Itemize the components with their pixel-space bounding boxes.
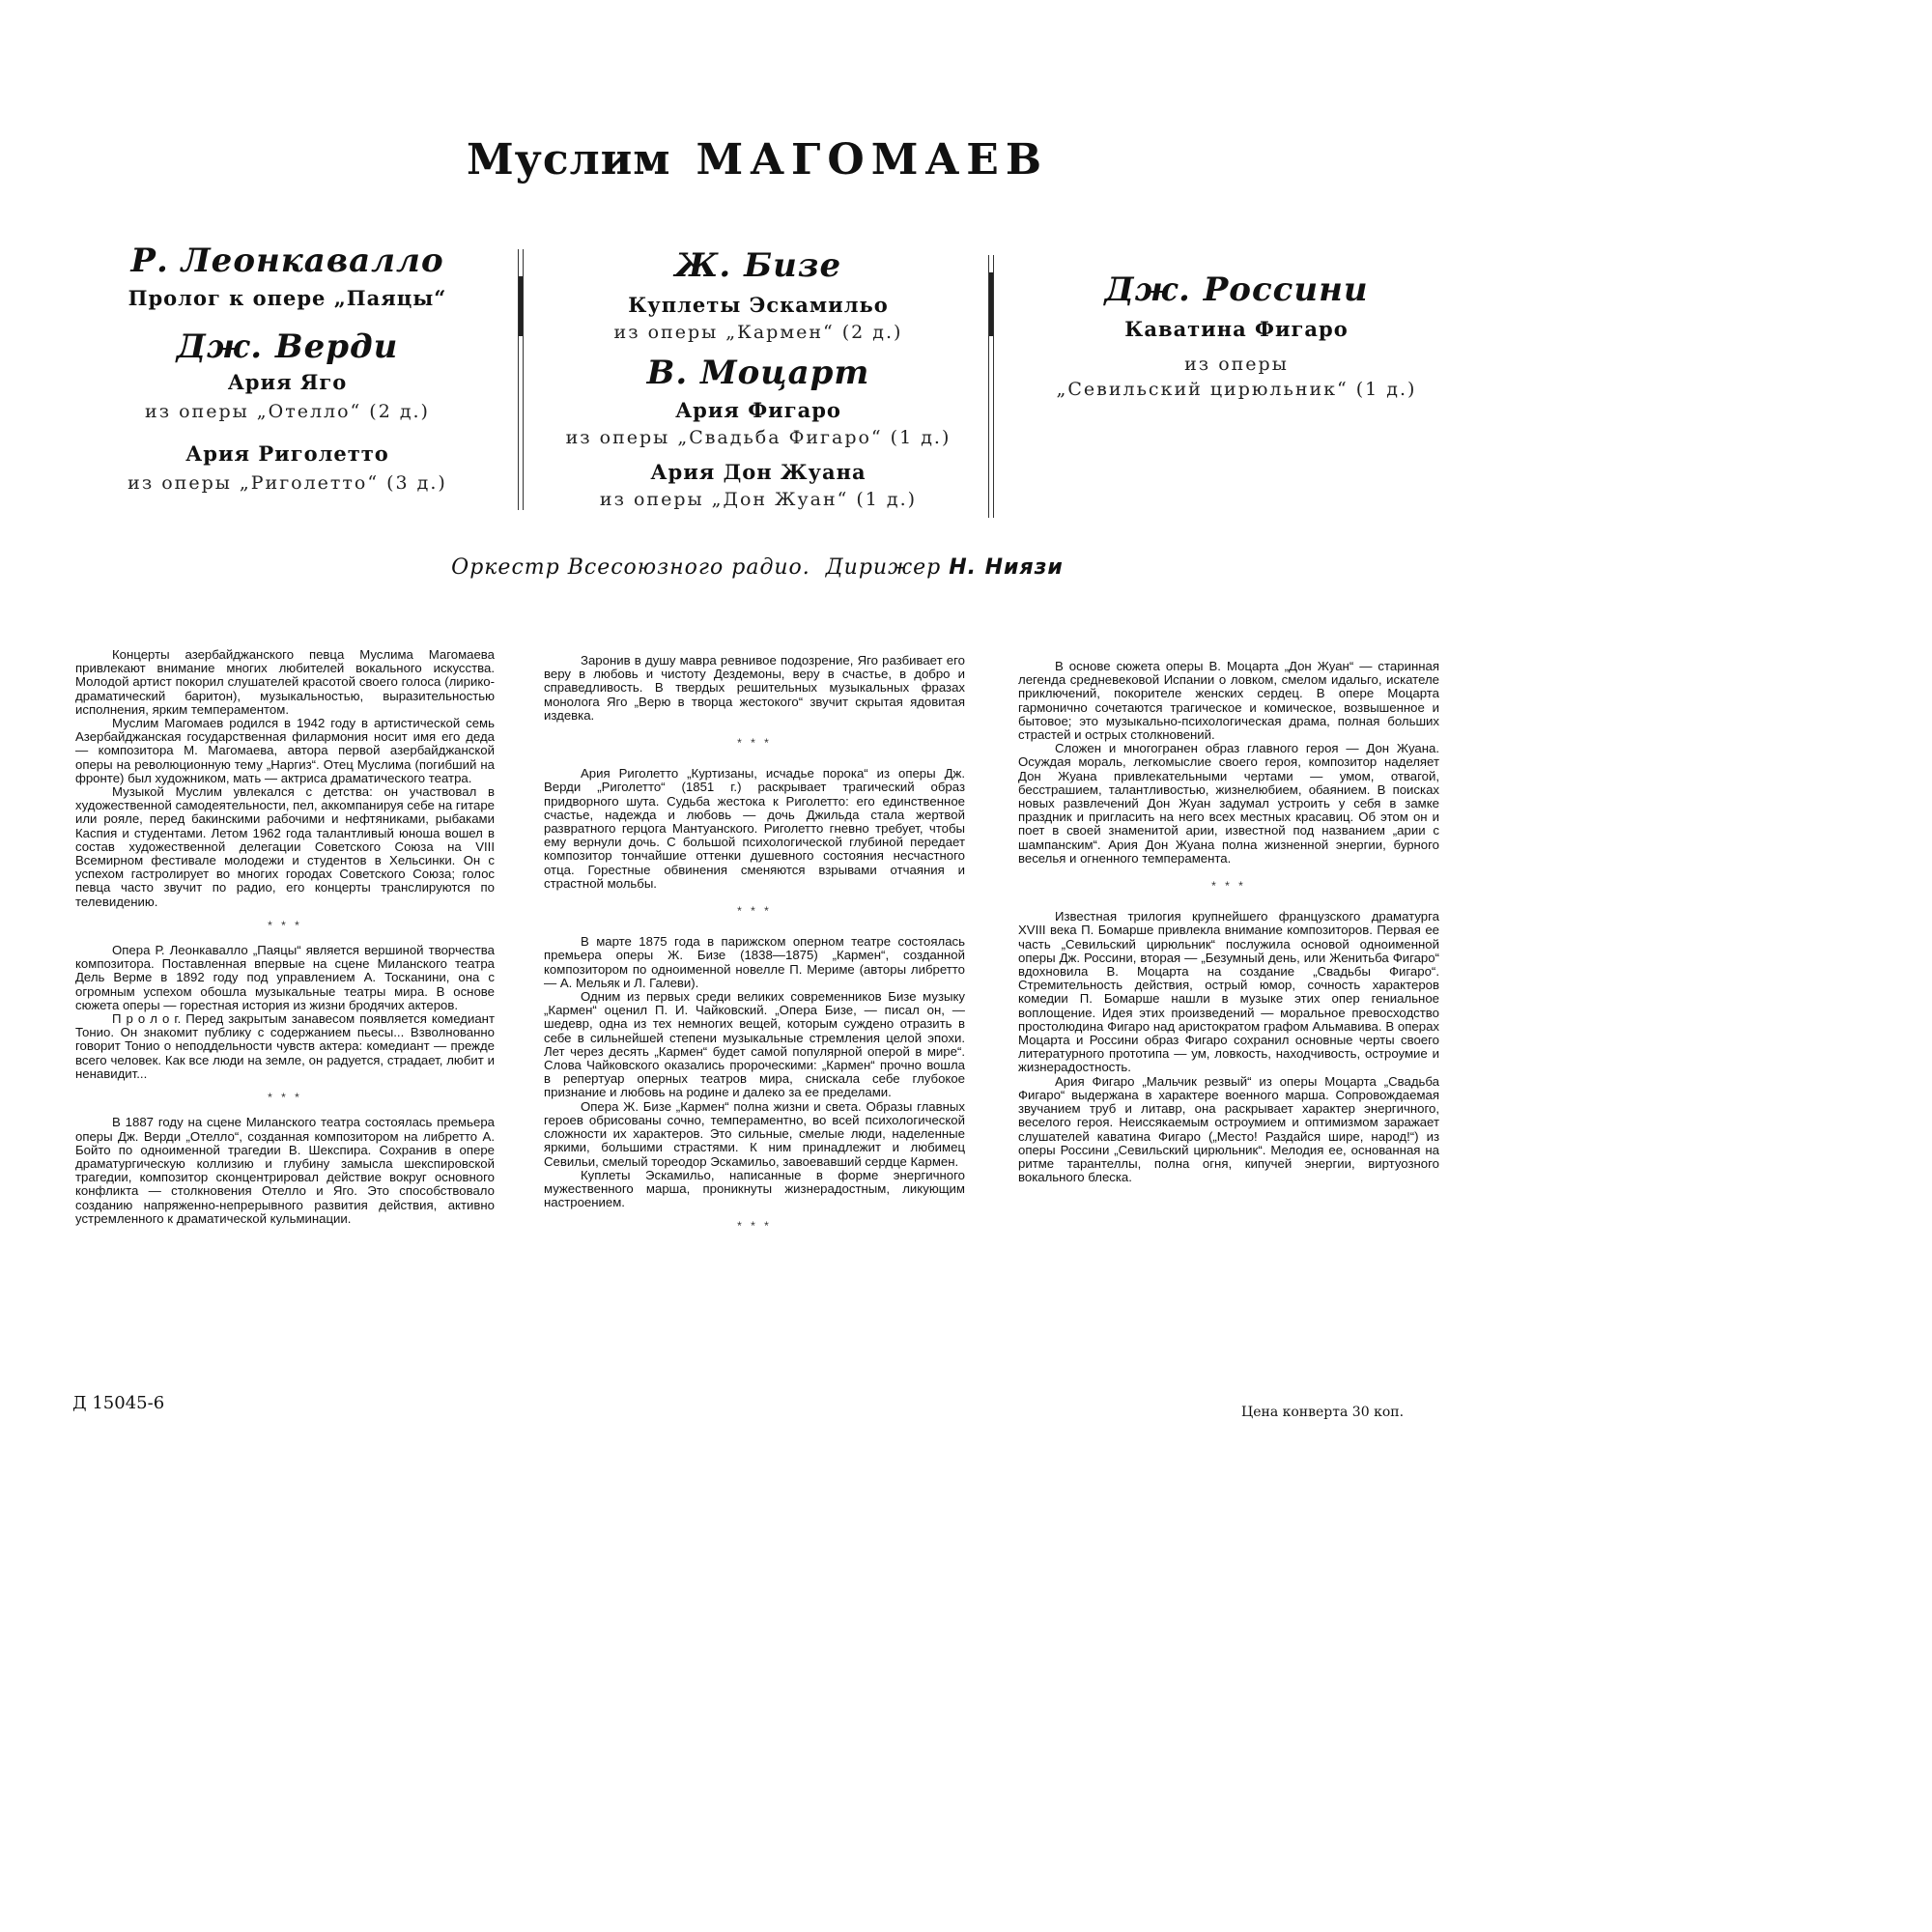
notes-paragraph: Известная трилогия крупнейшего французского драматурга XVIII века П. Бомарше привлекла внимание композиторов. Первая ее часть „Севильский цирюльник“ послужила основой одноименной оперы Дж. Россини, вторая — „Безумный день, или Женитьба Фигаро“ вдохновила В. Моцарта на создание „Свадьбы Фигаро“. Стремительность действия, острый юмор, сочность характеров комедии П. Бомарше нашли в музыке этих опер гениальное воплощение. Идея этих произведений — моральное превосходство простолюдина Фигаро над аристократом графом Альмавива. В операх Моцарта и Россини образ Фигаро сохранил основные черты своего литературного прототипа — ум, ловкость, находчивость, остроумие и жизнерадостность.	[1018, 909, 1439, 1075]
notes-paragraph: Одним из первых среди великих современников Бизе музыку „Кармен“ оценил П. И. Чайковский. „Опера Бизе, — писал он, — шедевр, одна из тех немногих вещей, которым суждено отразить в себе в сильнейшей степени музыкальные стремления целой эпохи. Лет через десять „Кармен“ будет самой популярной оперой в мире“. Слова Чайковского оказались пророческими: „Кармен“ прочно вошла в репертуар оперных театров мира, снискала себе глубокое признание и любовь на родине и далеко за ее пределами.	[544, 989, 965, 1100]
source-don-giovanni: из оперы „Дон Жуан“ (1 д.)	[599, 488, 918, 510]
piece-prologue: Пролог к опере „Паяцы“	[128, 285, 447, 310]
source-carmen: из оперы „Кармен“ (2 д.)	[613, 322, 903, 344]
source-othello: из оперы „Отелло“ (2 д.)	[145, 401, 430, 423]
notes-column-2	[544, 654, 965, 1245]
composer-leoncavallo: Р. Леонкавалло	[130, 242, 444, 280]
piece-rigoletto-aria: Ария Риголетто	[185, 440, 389, 466]
composer-bizet: Ж. Бизе	[674, 246, 842, 285]
piece-figaro-aria: Ария Фигаро	[675, 397, 841, 422]
source-barber-line2: „Севильский цирюльник“ (1 д.)	[1056, 378, 1417, 400]
sleeve-price: Цена конверта 30 коп.	[1241, 1405, 1405, 1420]
section-separator: * * *	[737, 1219, 772, 1234]
performer-title	[0, 135, 1515, 185]
program-center	[546, 246, 971, 513]
notes-paragraph: Концерты азербайджанского певца Муслима Магомаева привлекают внимание многих любителей вокального искусства. Молодой артист покорил слушателей красотой своего голоса (лирико-драматический баритон), музыкальностью, выразительностью исполнения, ярким темпераментом.	[75, 647, 495, 717]
program-left	[92, 242, 483, 497]
composer-mozart: В. Моцарт	[646, 353, 870, 392]
notes-paragraph: Опера Р. Леонкавалло „Паяцы“ является вершиной творчества композитора. Поставленная впервые на сцене Миланского театра Дель Верме в 1892 году под управлением А. Тосканини, она с огромным успехом обошла музыкальные театры мира. В основе сюжета оперы — горестная история из жизни бродячих актеров.	[75, 943, 495, 1012]
column-divider-right	[988, 255, 994, 518]
notes-paragraph: П р о л о г. Перед закрытым занавесом появляется комедиант Тонио. Он знакомит публику с содержанием пьесы... Взволнованно говорит Тонио о неподдельности чувств актера: комедиант — прежде всего человек. Как все люди на земле, он радуется, страдает, любит и ненавидит...	[75, 1011, 495, 1081]
conductor-label: Дирижер	[825, 555, 942, 580]
notes-paragraph: Ария Фигаро „Мальчик резвый“ из оперы Моцарта „Свадьба Фигаро“ выдержана в характере военного марша. Сопровождаемая звучанием труб и литавр, она раскрывает характер энергичного, веселого героя. Неиссякаемым остроумием и оптимизмом заражает слушателей каватина Фигаро („Место! Раздайся шире, народ!“) из оперы Россини „Севильский цирюльник“. Мелодия ее, основанная на ритме тарантеллы, полна огня, кипучей энергии, виртуозного вокального блеска.	[1018, 1073, 1439, 1185]
piece-iago-aria: Ария Яго	[227, 369, 348, 394]
notes-column-1	[75, 648, 495, 1226]
catalog-number: Д 15045-6	[72, 1393, 165, 1413]
composer-verdi: Дж. Верди	[176, 327, 399, 367]
notes-column-3	[1018, 660, 1439, 1184]
orchestra-credit	[0, 555, 1515, 580]
orchestra-name: Оркестр Всесоюзного радио.	[451, 555, 810, 580]
conductor-name: Н. Ниязи	[949, 555, 1064, 580]
notes-paragraph: В 1887 году на сцене Миланского театра состоялась премьера оперы Дж. Верди „Отелло“, созданная композитором на либретто А. Бойто по одноименной трагедии В. Шекспира. Сохранив в опере драматургическую коллизию и глубину замысла шекспировской трагедии, композитор сконцентрировал действие вокруг основного конфликта — столкновения Отелло и Яго. Это способствовало созданию напряженно-непрерывного развития действия, активно устремленного к драматической кульминации.	[75, 1115, 495, 1226]
piece-don-giovanni-aria: Ария Дон Жуана	[650, 459, 867, 484]
piece-escamillo-couplets: Куплеты Эскамильо	[628, 292, 889, 317]
notes-paragraph: В марте 1875 года в парижском оперном театре состоялась премьера оперы Ж. Бизе (1838—1875) „Кармен“, созданной композитором по одноименной новелле П. Мериме (авторы либретто — А. Мельяк и Л. Галеви).	[544, 934, 965, 990]
piece-figaro-cavatina: Каватина Фигаро	[1124, 316, 1349, 341]
source-rigoletto: из оперы „Риголетто“ (3 д.)	[128, 472, 447, 495]
notes-paragraph: Опера Ж. Бизе „Кармен“ полна жизни и света. Образы главных героев обрисованы сочно, темпераментно, во всей психологической сложности их характеров. Это сильные, смелые люди, наделенные яркими, большими страстями. К ним принадлежит и любимец Севильи, смелый тореодор Эскамильо, завоевавший сердце Кармен.	[544, 1098, 965, 1169]
section-separator: * * *	[737, 736, 772, 751]
column-divider-left	[518, 249, 524, 510]
notes-paragraph: В основе сюжета оперы В. Моцарта „Дон Жуан“ — старинная легенда средневековой Испании о ловком, смелом идальго, искателе приключений, покорителе женских сердец. В опере Моцарта гармонично сочетаются трагическое и комическое, возвышенное и бытовое; это музыкально-психологическая драма, полная больших страстей и острых столкновений.	[1018, 659, 1439, 743]
section-separator: * * *	[268, 918, 302, 932]
performer-last-name: МАГОМАЕВ	[696, 135, 1049, 185]
composer-rossini: Дж. Россини	[1104, 270, 1369, 309]
source-figaro-wedding: из оперы „Свадьба Фигаро“ (1 д.)	[565, 426, 952, 448]
notes-paragraph: Ария Риголетто „Куртизаны, исчадье порока“ из оперы Дж. Верди „Риголетто“ (1851 г.) раскрывает трагический образ придворного шута. Судьба жестока к Риголетто: его единственное счастье, надежда и любовь — дочь Джильда стала жертвой развратного герцога Мантуанского. Риголетто гневно требует, чтобы ему вернули дочь. С большой психологической глубиной передает композитор тончайшие оттенки душевного состояния несчастного отца. Горестные обвинения сменяются взрывами отчаяния и страстной мольбы.	[544, 766, 965, 891]
program-right	[1043, 270, 1430, 402]
notes-paragraph: Сложен и многогранен образ главного героя — Дон Жуана. Осуждая мораль, легкомыслие своего героя, композитор наделяет Дон Жуана привлекательными чертами — умом, отвагой, бесстрашием, талантливостью, жизнелюбием, обаянием. В поисках новых развлечений Дон Жуан задумал устроить у себя в замке праздник и пригласить на него всех местных красавиц. Об этом он и поет в своей знаменитой арии, известной под названием „арии с шампанским“. Ария Дон Жуана полна жизненной энергии, бурного веселья и огненного темперамента.	[1018, 741, 1439, 866]
notes-paragraph: Заронив в душу мавра ревнивое подозрение, Яго разбивает его веру в любовь и чистоту Дездемоны, веру в счастье, в добро и справедливость. В твердых решительных музыкальных фразах монолога Яго „Верю в творца жестокого“ звучит скрытая ядовитая издевка.	[544, 653, 965, 723]
section-separator: * * *	[268, 1091, 302, 1105]
source-barber-line1: из оперы	[1184, 354, 1289, 376]
notes-paragraph: Муслим Магомаев родился в 1942 году в артистической семь Азербайджанская государственная филармония носит имя его деда — композитора М. Магомаева, автора первой азербайджанской оперы на революционную тему „Наргиз“. Отец Муслима (погибший на фронте) был художником, мать — актриса драматического театра.	[75, 716, 495, 785]
performer-first-name: Муслим	[466, 135, 671, 185]
section-separator: * * *	[737, 904, 772, 919]
notes-paragraph: Куплеты Эскамильо, написанные в форме энергичного мужественного марша, проникнуты жизнерадостным, ликующим настроением.	[544, 1167, 965, 1210]
notes-paragraph: Музыкой Муслим увлекался с детства: он участвовал в художественной самодеятельности, пел, аккомпанируя себе на гитаре или рояле, перед бакинскими рабочими и нефтяниками, рыбаками Каспия и студентами. Летом 1962 года талантливый юноша вошел в состав художественной делегации Советского Союза на VIII Всемирном фестивале молодежи и студентов в Хельсинки. Он с успехом гастролирует во многих городах Советского Союза; голос певца часто звучит по радио, его концерты транслируются по телевидению.	[75, 784, 495, 909]
section-separator: * * *	[1211, 879, 1246, 894]
